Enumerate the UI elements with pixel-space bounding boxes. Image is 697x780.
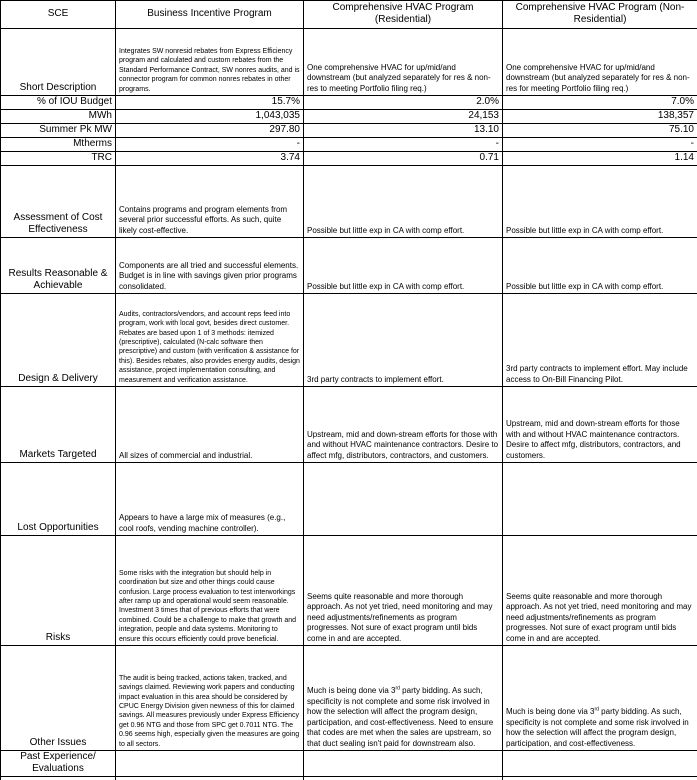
cell-short-description-hvac-nonres: One comprehensive HVAC for up/mid/and downstream (but analyzed separately for res & non-res for meeting Portfolio filing req.) — [503, 29, 697, 96]
row-short-description — [1, 29, 697, 96]
cell-mwh-bip: 1,043,035 — [116, 110, 304, 124]
cell-past-experience-bip — [116, 751, 304, 777]
cell-lost-opportunities-bip: Appears to have a large mix of measures (e.g., cool roofs, vending machine controller). — [116, 463, 304, 536]
cell-design-delivery-hvac-nonres: 3rd party contracts to implement effort. May include access to On-Bill Financing Pilot. — [503, 294, 697, 387]
label-summer-pk-mw: Summer Pk MW — [1, 124, 116, 138]
cell-risks-hvac-nonres: Seems quite reasonable and more thorough approach. As not yet tried, need monitoring and may need adjustments/refinements as program progresses. Not sure of exact program until bids come in and are accepted. — [503, 536, 697, 646]
cell-trc-hvac-nonres: 1.14 — [503, 152, 697, 166]
row-lost-opportunities — [1, 463, 697, 536]
cell-assessment-hvac-res: Possible but little exp in CA with comp effort. — [304, 166, 503, 238]
cell-markets-targeted-hvac-res: Upstream, mid and down-stream efforts for those with and without HVAC maintenance contractors. Desire to affect mfg, distributors, contractors, and customers. — [304, 387, 503, 463]
label-other-issues: Other Issues — [1, 646, 116, 751]
cell-results-hvac-nonres: Possible but little exp in CA with comp effort. — [503, 238, 697, 294]
label-mtherms: Mtherms — [1, 138, 116, 152]
header-cell-hvac-residential: Comprehensive HVAC Program (Residential) — [304, 1, 503, 29]
label-lost-opportunities: Lost Opportunities — [1, 463, 116, 536]
row-metric-trc — [1, 152, 697, 166]
cell-iou-budget-hvac-res: 2.0% — [304, 96, 503, 110]
row-metric-iou-budget — [1, 96, 697, 110]
cell-other-issues-hvac-res — [304, 646, 503, 751]
cell-results-bip: Components are all tried and successful elements. Budget is in line with savings given prior programs consolidated. — [116, 238, 304, 294]
cell-assessment-bip: Contains programs and program elements from several prior successful efforts. As such, quite likely cost-effective. — [116, 166, 304, 238]
cell-assessment-hvac-nonres: Possible but little exp in CA with comp effort. — [503, 166, 697, 238]
ordinal-superscript: rd — [594, 706, 599, 713]
cell-results-hvac-res: Possible but little exp in CA with comp effort. — [304, 238, 503, 294]
cell-design-delivery-hvac-res: 3rd party contracts to implement effort. — [304, 294, 503, 387]
row-bottom-partial — [1, 777, 697, 780]
header-cell-sce: SCE — [1, 1, 116, 29]
cell-other-issues-hvac-nonres — [503, 646, 697, 751]
cell-iou-budget-bip: 15.7% — [116, 96, 304, 110]
cell-short-description-bip: Integrates SW nonresid rebates from Express Efficiency program and calculated and custom rebates from the Standard Performance Contract, SW nonres audits, and is connector program for common nonres rebates in other programs. — [116, 29, 304, 96]
other-issues-nonres-text: Much is being done via 3 — [506, 707, 595, 716]
cell-markets-targeted-bip: All sizes of commercial and industrial. — [116, 387, 304, 463]
cell-design-delivery-bip: Audits, contractors/vendors, and account reps feed into program, work with local govt, besides direct customer. Rebates are based upon 1 of 3 methods: itemized (prescriptive), calculated (N-calc software then prescriptive) and custom (with verification & assistance for this). Besides rebates, also provides energy audits, design assistance, project implementation consulting, and measurement and verification assistance. — [116, 294, 304, 387]
cell-bottom-partial-3 — [304, 777, 503, 780]
cell-summer-pk-mw-hvac-res: 13.10 — [304, 124, 503, 138]
row-results-reasonable-achievable — [1, 238, 697, 294]
cell-summer-pk-mw-bip: 297.80 — [116, 124, 304, 138]
cell-other-issues-bip: The audit is being tracked, actions taken, tracked, and savings claimed. Reviewing work papers and conducting impact evaluation in this area should be considered by CPUC Energy Division given newness of this for claimed savings. All measures previously under Express Efficiency get 0.96 NTG and those from SPC get 0.7011 NTG. The 0.96 seems high, especially given the measures are going to all sectors. — [116, 646, 304, 751]
cell-short-description-hvac-res: One comprehensive HVAC for up/mid/and downstream (but analyzed separately for res & non-res to meeting Portfolio filing req.) — [304, 29, 503, 96]
cell-risks-hvac-res: Seems quite reasonable and more thorough approach. As not yet tried, need monitoring and may need adjustments/refinements as program progresses. Not sure of exact program until bids come in and are accepted. — [304, 536, 503, 646]
row-metric-mtherms — [1, 138, 697, 152]
cell-mwh-hvac-res: 24,153 — [304, 110, 503, 124]
label-assessment-cost-effectiveness: Assessment of Cost Effectiveness — [1, 166, 116, 238]
header-cell-business-incentive-program: Business Incentive Program — [116, 1, 304, 29]
cell-iou-budget-hvac-nonres: 7.0% — [503, 96, 697, 110]
label-iou-budget: % of IOU Budget — [1, 96, 116, 110]
cell-trc-bip: 3.74 — [116, 152, 304, 166]
label-past-experience-evaluations: Past Experience/ Evaluations — [1, 751, 116, 777]
header-row — [1, 1, 697, 29]
label-markets-targeted: Markets Targeted — [1, 387, 116, 463]
cell-mwh-hvac-nonres: 138,357 — [503, 110, 697, 124]
label-trc: TRC — [1, 152, 116, 166]
cell-markets-targeted-hvac-nonres: Upstream, mid and down-stream efforts for those with and without HVAC maintenance contractors. Desire to affect mfg, distributors, contractors, and customers. — [503, 387, 697, 463]
cell-trc-hvac-res: 0.71 — [304, 152, 503, 166]
cell-bottom-partial-4 — [503, 777, 697, 780]
label-design-delivery: Design & Delivery — [1, 294, 116, 387]
header-cell-hvac-non-residential: Comprehensive HVAC Program (Non-Residential) — [503, 1, 697, 29]
cell-risks-bip: Some risks with the integration but should help in coordination but size and other things could cause confusion. Large process evaluation to test interworkings after ramp up and operational would seem reasonable. Investment 3 times that of previous efforts that were combined. Could be a challenge to make that growth and integration, people and data systems. Monitoring to ensure this occurs efficiently could prove beneficial. — [116, 536, 304, 646]
row-assessment-cost-effectiveness — [1, 166, 697, 238]
cell-past-experience-hvac-res — [304, 751, 503, 777]
row-past-experience-evaluations — [1, 751, 697, 777]
cell-mtherms-hvac-res: - — [304, 138, 503, 152]
cell-mtherms-hvac-nonres: - — [503, 138, 697, 152]
row-markets-targeted — [1, 387, 697, 463]
label-results-reasonable-achievable: Results Reasonable & Achievable — [1, 238, 116, 294]
label-risks: Risks — [1, 536, 116, 646]
label-mwh: MWh — [1, 110, 116, 124]
cell-past-experience-hvac-nonres — [503, 751, 697, 777]
row-other-issues — [1, 646, 697, 751]
other-issues-res-text: Much is being done via 3 — [307, 686, 396, 695]
row-metric-summer-pk-mw — [1, 124, 697, 138]
cell-lost-opportunities-hvac-nonres — [503, 463, 697, 536]
ordinal-superscript: rd — [395, 685, 400, 692]
other-issues-nonres-text-rest: party bidding. As such, specificity is not complete and some risk involved in how the selection will affect the program design, participation, and cost-effectiveness. — [506, 707, 689, 748]
cell-bottom-partial-2 — [116, 777, 304, 780]
row-metric-mwh — [1, 110, 697, 124]
cell-summer-pk-mw-hvac-nonres: 75.10 — [503, 124, 697, 138]
row-design-delivery — [1, 294, 697, 387]
cell-mtherms-bip: - — [116, 138, 304, 152]
cell-lost-opportunities-hvac-res — [304, 463, 503, 536]
other-issues-res-text-rest: party bidding. As such, specificity is not complete and some risk involved in how the selection will affect the program design, participation, and cost-effectiveness. Need to ensure that codes are met when the sales are upstream, so that duct sealing isn't paid for downstream also. — [307, 686, 494, 748]
row-risks — [1, 536, 697, 646]
label-short-description: Short Description — [1, 29, 116, 96]
cell-bottom-partial-1 — [1, 777, 116, 780]
